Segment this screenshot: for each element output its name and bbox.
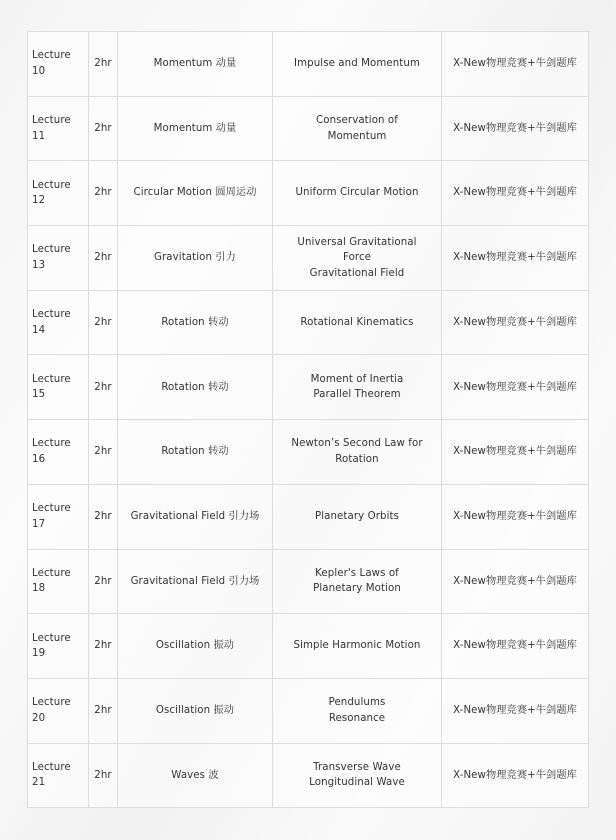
- duration-cell: 2hr: [89, 614, 118, 679]
- topic-cell: Pendulums Resonance: [273, 678, 442, 743]
- table-row: [28, 161, 589, 226]
- lecture-cell: Lecture 16: [28, 420, 89, 485]
- topic-cell: Rotational Kinematics: [273, 290, 442, 355]
- duration-cell: 2hr: [89, 96, 118, 161]
- lecture-cell: Lecture 11: [28, 96, 89, 161]
- lecture-cell: Lecture 12: [28, 161, 89, 226]
- duration-cell: 2hr: [89, 226, 118, 291]
- lecture-cell: Lecture 17: [28, 484, 89, 549]
- lecture-cell: Lecture 19: [28, 614, 89, 679]
- duration-cell: 2hr: [89, 420, 118, 485]
- unit-cell: Momentum 动量: [118, 96, 273, 161]
- unit-cell: Rotation 转动: [118, 355, 273, 420]
- table-row: [28, 614, 589, 679]
- table-row: [28, 484, 589, 549]
- unit-cell: Circular Motion 圆周运动: [118, 161, 273, 226]
- table-row: [28, 743, 589, 808]
- topic-cell: Newton’s Second Law for Rotation: [273, 420, 442, 485]
- resource-cell: X-New物理竞赛+牛剑题库: [442, 420, 589, 485]
- table-row: [28, 420, 589, 485]
- table-row: [28, 549, 589, 614]
- lecture-cell: Lecture 18: [28, 549, 89, 614]
- topic-cell: Moment of Inertia Parallel Theorem: [273, 355, 442, 420]
- table-row: [28, 678, 589, 743]
- resource-cell: X-New物理竞赛+牛剑题库: [442, 678, 589, 743]
- unit-cell: Momentum 动量: [118, 32, 273, 97]
- resource-cell: X-New物理竞赛+牛剑题库: [442, 32, 589, 97]
- table-row: [28, 355, 589, 420]
- duration-cell: 2hr: [89, 678, 118, 743]
- table-row: [28, 96, 589, 161]
- lecture-cell: Lecture 10: [28, 32, 89, 97]
- table-row: [28, 32, 589, 97]
- duration-cell: 2hr: [89, 32, 118, 97]
- resource-cell: X-New物理竞赛+牛剑题库: [442, 743, 589, 808]
- unit-cell: Oscillation 振动: [118, 678, 273, 743]
- resource-cell: X-New物理竞赛+牛剑题库: [442, 484, 589, 549]
- duration-cell: 2hr: [89, 484, 118, 549]
- duration-cell: 2hr: [89, 161, 118, 226]
- unit-cell: Rotation 转动: [118, 290, 273, 355]
- duration-cell: 2hr: [89, 743, 118, 808]
- unit-cell: Gravitational Field 引力场: [118, 484, 273, 549]
- topic-cell: Uniform Circular Motion: [273, 161, 442, 226]
- unit-cell: Gravitational Field 引力场: [118, 549, 273, 614]
- unit-cell: Oscillation 振动: [118, 614, 273, 679]
- topic-cell: Transverse Wave Longitudinal Wave: [273, 743, 442, 808]
- duration-cell: 2hr: [89, 355, 118, 420]
- topic-cell: Impulse and Momentum: [273, 32, 442, 97]
- resource-cell: X-New物理竞赛+牛剑题库: [442, 96, 589, 161]
- duration-cell: 2hr: [89, 290, 118, 355]
- resource-cell: X-New物理竞赛+牛剑题库: [442, 290, 589, 355]
- resource-cell: X-New物理竞赛+牛剑题库: [442, 614, 589, 679]
- table-row: [28, 226, 589, 291]
- syllabus-table-body: [28, 32, 589, 808]
- duration-cell: 2hr: [89, 549, 118, 614]
- topic-cell: Kepler's Laws of Planetary Motion: [273, 549, 442, 614]
- resource-cell: X-New物理竞赛+牛剑题库: [442, 549, 589, 614]
- lecture-cell: Lecture 14: [28, 290, 89, 355]
- unit-cell: Rotation 转动: [118, 420, 273, 485]
- table-row: [28, 290, 589, 355]
- topic-cell: Simple Harmonic Motion: [273, 614, 442, 679]
- resource-cell: X-New物理竞赛+牛剑题库: [442, 161, 589, 226]
- lecture-cell: Lecture 20: [28, 678, 89, 743]
- topic-cell: Planetary Orbits: [273, 484, 442, 549]
- lecture-cell: Lecture 21: [28, 743, 89, 808]
- lecture-cell: Lecture 15: [28, 355, 89, 420]
- unit-cell: Waves 波: [118, 743, 273, 808]
- unit-cell: Gravitation 引力: [118, 226, 273, 291]
- syllabus-table: [27, 31, 589, 808]
- lecture-cell: Lecture 13: [28, 226, 89, 291]
- resource-cell: X-New物理竞赛+牛剑题库: [442, 226, 589, 291]
- resource-cell: X-New物理竞赛+牛剑题库: [442, 355, 589, 420]
- topic-cell: Universal Gravitational Force Gravitational Field: [273, 226, 442, 291]
- topic-cell: Conservation of Momentum: [273, 96, 442, 161]
